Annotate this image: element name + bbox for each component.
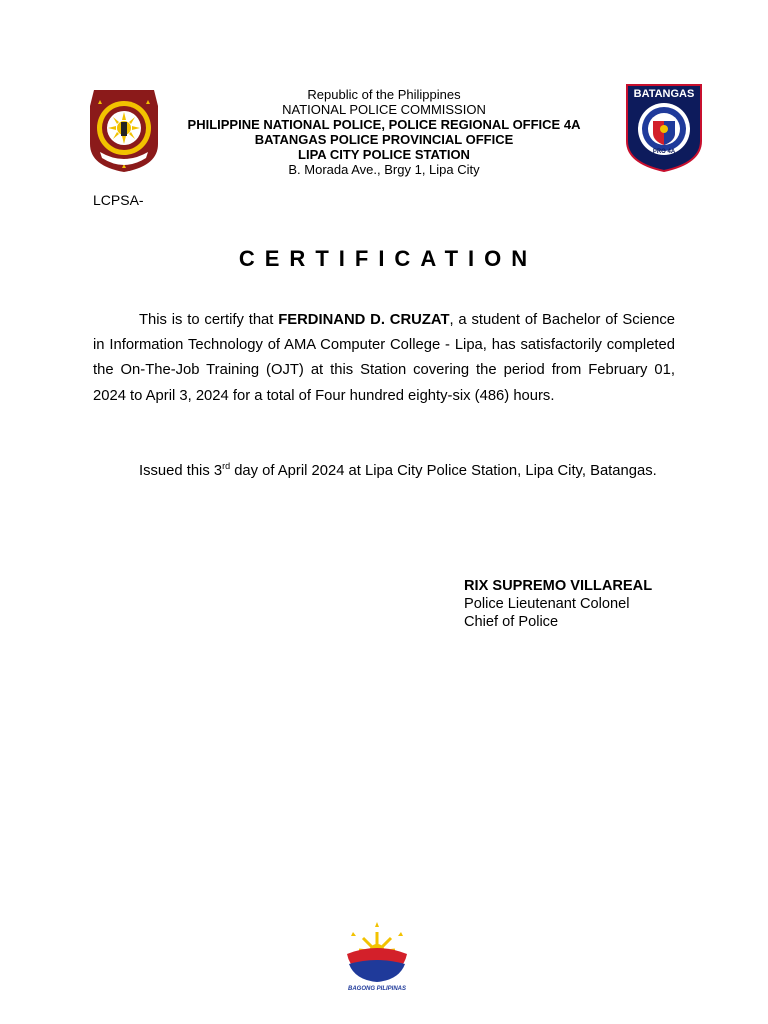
- signatory-name: RIX SUPREMO VILLAREAL: [464, 578, 653, 594]
- p2-ordinal: rd: [222, 461, 231, 472]
- header-provincial-office: BATANGAS POLICE PROVINCIAL OFFICE: [254, 132, 514, 147]
- header-napolcom: NATIONAL POLICE COMMISSION: [282, 102, 486, 117]
- document-title: CERTIFICATION: [238, 246, 538, 271]
- batangas-banner-text: BATANGAS: [633, 88, 695, 100]
- issued-paragraph: [93, 462, 675, 480]
- pro4a-text: PRO 4A: [652, 149, 676, 155]
- student-name: FERDINAND D. CRUZAT: [278, 312, 450, 328]
- batangas-ppo-logo: [625, 83, 703, 173]
- bagong-pilipinas-logo: [337, 920, 417, 992]
- signatory-rank: Police Lieutenant Colonel: [464, 596, 630, 612]
- signatory-position: Chief of Police: [464, 614, 559, 630]
- header-pnp-pro4a: PHILIPPINE NATIONAL POLICE, POLICE REGIONAL OFFICE 4A: [187, 117, 581, 132]
- header-station: LIPA CITY POLICE STATION: [298, 147, 470, 162]
- header-address: B. Morada Ave., Brgy 1, Lipa City: [288, 162, 480, 177]
- p2-lead: Issued this 3: [139, 463, 223, 479]
- p2-rest: day of April 2024 at Lipa City Police Station, Lipa City, Batangas.: [230, 463, 657, 479]
- p1-lead: This is to certify that: [139, 312, 279, 328]
- certification-paragraph: [93, 308, 675, 409]
- p1-rest: , a student of Bachelor of Science in Information Technology of AMA Computer College - Lipa, has satisfactorily completed the On-The-Job Training (OJT) at this Station covering the period from February 01, 2024 to April 3, 2024 for a total of Four hundred eighty-six (486) hours.: [93, 312, 675, 404]
- header-republic: Republic of the Philippines: [307, 87, 461, 102]
- reference-number: LCPSA-: [93, 192, 144, 208]
- bagong-pilipinas-text: BAGONG PILIPINAS: [347, 986, 407, 992]
- signature-block: [464, 577, 652, 631]
